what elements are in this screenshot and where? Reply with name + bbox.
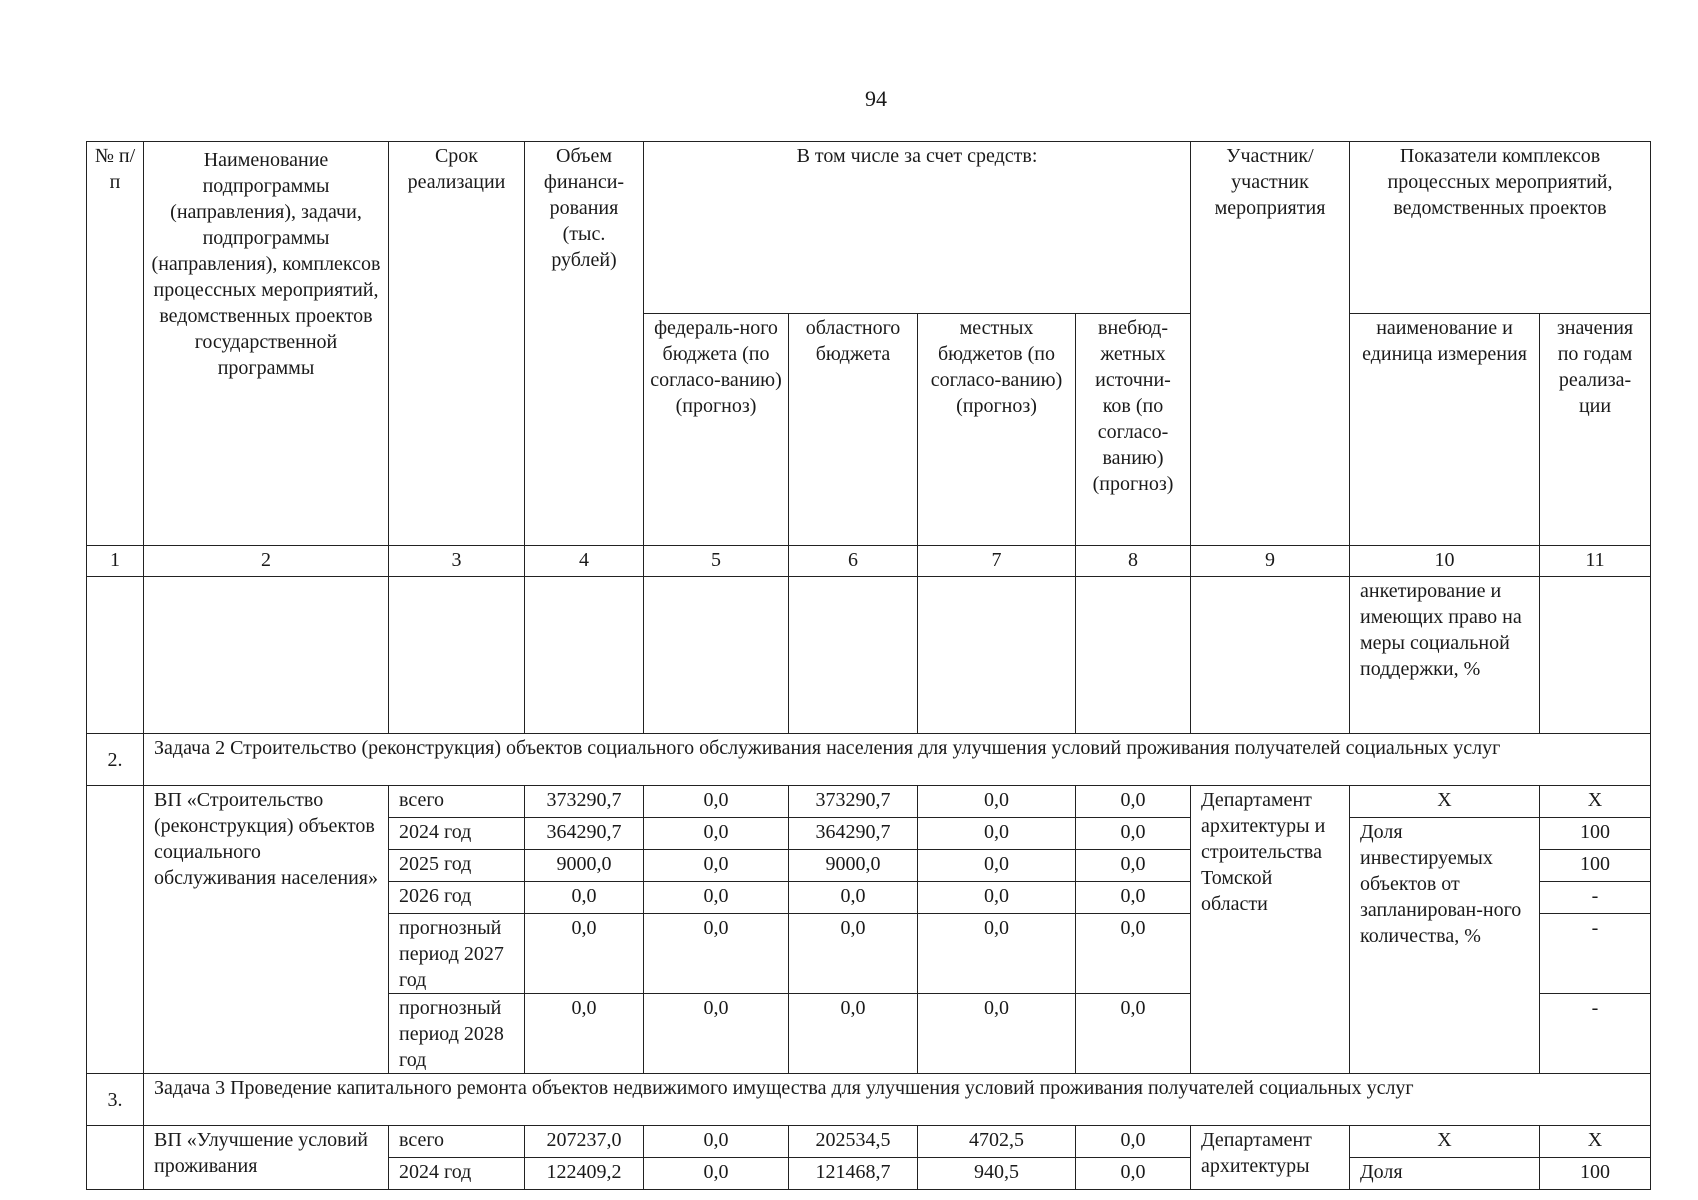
value: -	[1540, 914, 1651, 994]
header-col6: областного бюджета	[789, 314, 918, 546]
column-number: 10	[1350, 546, 1540, 577]
period: всего	[389, 1126, 525, 1158]
regional: 0,0	[789, 882, 918, 914]
task-2-row	[87, 734, 1651, 786]
indicator-name: Доля инвестируемых объектов от запланирован-ного количества, %	[1350, 818, 1540, 1074]
total: 364290,7	[525, 818, 644, 850]
task-3-title: Задача 3 Проведение капитального ремонта объектов недвижимого имущества для улучшения условий проживания получателей социальных услуг	[144, 1074, 1651, 1126]
header-col8: внебюд-жетных источни-ков (по согласо-ванию) (прогноз)	[1076, 314, 1191, 546]
participant: Департамент архитектуры	[1191, 1126, 1350, 1190]
total: 0,0	[525, 994, 644, 1074]
table-row	[87, 786, 1651, 818]
column-number: 4	[525, 546, 644, 577]
task-3-row	[87, 1074, 1651, 1126]
project-name: ВП «Строительство (реконструкция) объектов социального обслуживания населения»	[144, 786, 389, 1074]
period: прогнозный период 2027 год	[389, 914, 525, 994]
indicator-x: Х	[1350, 1126, 1540, 1158]
header-col1: № п/п	[87, 142, 144, 546]
header-col3: Срок реализации	[389, 142, 525, 546]
column-number: 11	[1540, 546, 1651, 577]
project-name: ВП «Улучшение условий проживания	[144, 1126, 389, 1190]
local: 0,0	[918, 882, 1076, 914]
federal: 0,0	[644, 882, 789, 914]
period: 2024 год	[389, 818, 525, 850]
federal: 0,0	[644, 1126, 789, 1158]
value: 100	[1540, 818, 1651, 850]
column-numbers-row	[87, 546, 1651, 577]
period: всего	[389, 786, 525, 818]
total: 207237,0	[525, 1126, 644, 1158]
value: Х	[1540, 786, 1651, 818]
extra: 0,0	[1076, 850, 1191, 882]
regional: 0,0	[789, 994, 918, 1074]
federal: 0,0	[644, 994, 789, 1074]
local: 0,0	[918, 850, 1076, 882]
extra: 0,0	[1076, 1158, 1191, 1190]
period: прогнозный период 2028 год	[389, 994, 525, 1074]
task-2-title: Задача 2 Строительство (реконструкция) объектов социального обслуживания населения для улучшения условий проживания получателей социальных услуг	[144, 734, 1651, 786]
federal: 0,0	[644, 1158, 789, 1190]
local: 4702,5	[918, 1126, 1076, 1158]
federal: 0,0	[644, 818, 789, 850]
federal: 0,0	[644, 786, 789, 818]
column-number: 5	[644, 546, 789, 577]
column-number: 3	[389, 546, 525, 577]
task-3-number: 3.	[87, 1074, 144, 1126]
extra: 0,0	[1076, 1126, 1191, 1158]
column-number: 7	[918, 546, 1076, 577]
continued-row	[87, 577, 1651, 734]
page-number: 94	[865, 86, 887, 111]
value: -	[1540, 882, 1651, 914]
table-row	[87, 1126, 1651, 1158]
regional: 121468,7	[789, 1158, 918, 1190]
local: 0,0	[918, 818, 1076, 850]
header-indicators-group: Показатели комплексов процессных мероприятий, ведомственных проектов	[1350, 142, 1651, 314]
program-table	[86, 141, 1651, 1190]
header-col2: Наименование подпрограммы (направления), задачи, подпрограммы (направления), комплексов процессных мероприятий, ведомственных проектов государственной программы	[144, 142, 389, 546]
column-number: 6	[789, 546, 918, 577]
total: 9000,0	[525, 850, 644, 882]
header-funding-group: В том числе за счет средств:	[644, 142, 1191, 314]
extra: 0,0	[1076, 786, 1191, 818]
local: 0,0	[918, 994, 1076, 1074]
column-number: 2	[144, 546, 389, 577]
header-col10: наименование и единица измерения	[1350, 314, 1540, 546]
value: -	[1540, 994, 1651, 1074]
federal: 0,0	[644, 914, 789, 994]
continued-indicator: анкетирование и имеющих право на меры социальной поддержки, %	[1350, 577, 1540, 734]
header-col11: значения по годам реализа-ции	[1540, 314, 1651, 546]
header-col7: местных бюджетов (по согласо-ванию) (прогноз)	[918, 314, 1076, 546]
federal: 0,0	[644, 850, 789, 882]
extra: 0,0	[1076, 914, 1191, 994]
regional: 364290,7	[789, 818, 918, 850]
column-number: 8	[1076, 546, 1191, 577]
value: Х	[1540, 1126, 1651, 1158]
value: 100	[1540, 850, 1651, 882]
header-col5: федераль-ного бюджета (по согласо-ванию) (прогноз)	[644, 314, 789, 546]
period: 2026 год	[389, 882, 525, 914]
total: 0,0	[525, 882, 644, 914]
local: 940,5	[918, 1158, 1076, 1190]
total: 0,0	[525, 914, 644, 994]
extra: 0,0	[1076, 994, 1191, 1074]
local: 0,0	[918, 914, 1076, 994]
indicator-name: Доля	[1350, 1158, 1540, 1190]
regional: 202534,5	[789, 1126, 918, 1158]
header-col9: Участник/ участник мероприятия	[1191, 142, 1350, 546]
header-col4: Объем финанси-рования (тыс. рублей)	[525, 142, 644, 546]
total: 122409,2	[525, 1158, 644, 1190]
extra: 0,0	[1076, 818, 1191, 850]
regional: 9000,0	[789, 850, 918, 882]
column-number: 1	[87, 546, 144, 577]
indicator-x: Х	[1350, 786, 1540, 818]
period: 2024 год	[389, 1158, 525, 1190]
local: 0,0	[918, 786, 1076, 818]
total: 373290,7	[525, 786, 644, 818]
header-row-1	[87, 142, 1651, 314]
task-2-number: 2.	[87, 734, 144, 786]
extra: 0,0	[1076, 882, 1191, 914]
participant: Департамент архитектуры и строительства Томской области	[1191, 786, 1350, 1074]
column-number: 9	[1191, 546, 1350, 577]
period: 2025 год	[389, 850, 525, 882]
regional: 373290,7	[789, 786, 918, 818]
value: 100	[1540, 1158, 1651, 1190]
regional: 0,0	[789, 914, 918, 994]
